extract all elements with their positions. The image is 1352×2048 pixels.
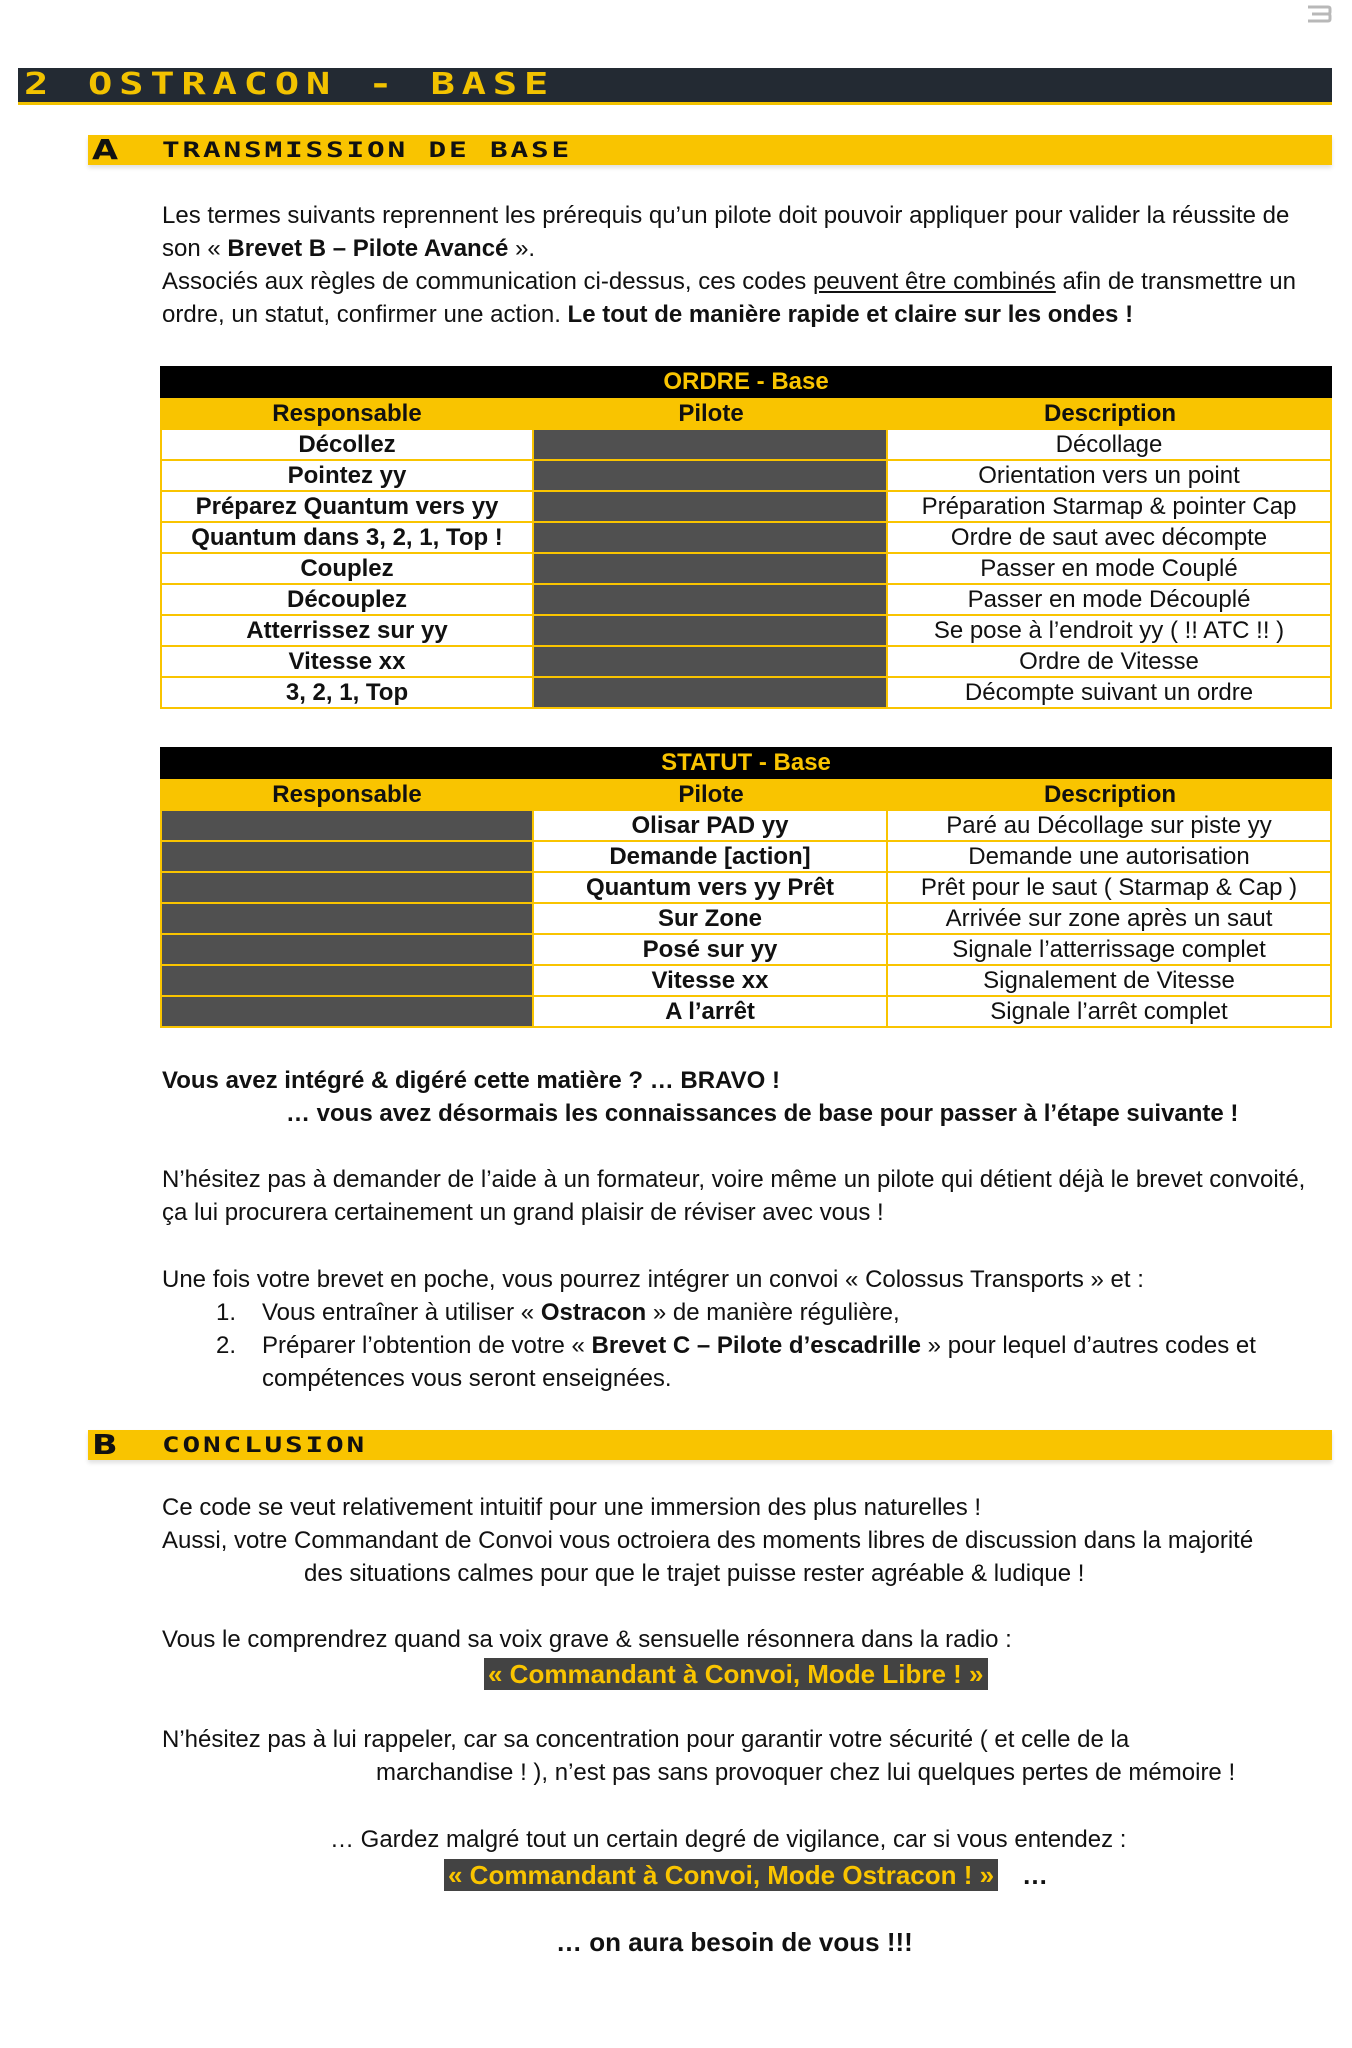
statut-description-cell: Signale l’atterrissage complet (888, 935, 1332, 966)
table-row (160, 935, 1332, 966)
ordre-description-cell: Préparation Starmap & pointer Cap (888, 492, 1332, 523)
statut-responsable-blank-cell (160, 997, 534, 1028)
conclusion-line-2: Aussi, votre Commandant de Convoi vous octroiera des moments libres de discussion dans la majorité (162, 1527, 1254, 1554)
section-a-heading (88, 135, 1332, 165)
section-b-title: CONCLUSION (162, 1433, 368, 1457)
conclusion-reminder-line-1: N’hésitez pas à lui rappeler, car sa concentration pour garantir votre sécurité ( et celle de la (162, 1726, 1130, 1753)
table-row (160, 616, 1332, 647)
conclusion-reminder-line-2: marchandise ! ), n’est pas sans provoquer chez lui quelques pertes de mémoire ! (376, 1759, 1236, 1786)
ordre-pilote-blank-cell (534, 585, 888, 616)
intro-paragraph-2: Associés aux règles de communication ci-dessus, ces codes peuvent être combinés afin de transmettre un ordre, un statut, confirmer une action. Le tout de manière rapide et claire sur les ondes ! (162, 268, 1296, 328)
chapter-title: OSTRACON - BASE (88, 67, 556, 102)
statut-responsable-blank-cell (160, 904, 534, 935)
statut-header-pilote: Pilote (534, 779, 888, 811)
table-row (160, 811, 1332, 842)
statut-header-description: Description (888, 779, 1332, 811)
ordre-responsable-cell: Pointez yy (160, 461, 534, 492)
ordre-pilote-blank-cell (534, 523, 888, 554)
section-b-heading (88, 1430, 1332, 1460)
chapter-heading (18, 68, 1332, 105)
ordre-description-cell: Décompte suivant un ordre (888, 678, 1332, 709)
ordre-description-cell: Orientation vers un point (888, 461, 1332, 492)
statut-pilote-cell: A l’arrêt (534, 997, 888, 1028)
ordre-description-cell: Passer en mode Découplé (888, 585, 1332, 616)
ordre-responsable-cell: Vitesse xx (160, 647, 534, 678)
statut-responsable-blank-cell (160, 935, 534, 966)
table-row (160, 430, 1332, 461)
bravo-line-2: … vous avez désormais les connaissances de base pour passer à l’étape suivante ! (286, 1100, 1239, 1127)
statut-description-cell: Signale l’arrêt complet (888, 997, 1332, 1028)
ordre-responsable-cell: Découplez (160, 585, 534, 616)
table-row (160, 678, 1332, 709)
ordre-description-cell: Décollage (888, 430, 1332, 461)
table-row (160, 554, 1332, 585)
ordre-header-description: Description (888, 398, 1332, 430)
table-row (160, 647, 1332, 678)
ordre-responsable-cell: Quantum dans 3, 2, 1, Top ! (160, 523, 534, 554)
ordre-pilote-blank-cell (534, 616, 888, 647)
help-paragraph: N’hésitez pas à demander de l’aide à un formateur, voire même un pilote qui détient déjà le brevet convoité, ça lui procurera certainement un grand plaisir de réviser avec vous ! (162, 1166, 1306, 1226)
ordre-pilote-blank-cell (534, 492, 888, 523)
statut-responsable-blank-cell (160, 811, 534, 842)
ordre-responsable-cell: Atterrissez sur yy (160, 616, 534, 647)
ordre-description-cell: Ordre de Vitesse (888, 647, 1332, 678)
next-steps-intro: Une fois votre brevet en poche, vous pourrez intégrer un convoi « Colossus Transports » et : (162, 1266, 1144, 1293)
table-row (160, 523, 1332, 554)
statut-description-cell: Demande une autorisation (888, 842, 1332, 873)
ordre-pilote-blank-cell (534, 647, 888, 678)
quote-mode-libre: « Commandant à Convoi, Mode Libre ! » (484, 1658, 988, 1690)
list-item: 1. Vous entraîner à utiliser « Ostracon » de manière régulière, (216, 1299, 900, 1326)
ordre-pilote-blank-cell (534, 430, 888, 461)
statut-pilote-cell: Demande [action] (534, 842, 888, 873)
table-row (160, 966, 1332, 997)
table-row (160, 585, 1332, 616)
ordre-header-pilote: Pilote (534, 398, 888, 430)
statut-pilote-cell: Quantum vers yy Prêt (534, 873, 888, 904)
page-number (1306, 4, 1332, 24)
statut-description-cell: Paré au Décollage sur piste yy (888, 811, 1332, 842)
conclusion-line-3: des situations calmes pour que le trajet puisse rester agréable & ludique ! (304, 1560, 1085, 1587)
final-line: … on aura besoin de vous !!! (556, 1927, 913, 1957)
statut-description-cell: Prêt pour le saut ( Starmap & Cap ) (888, 873, 1332, 904)
statut-pilote-cell: Posé sur yy (534, 935, 888, 966)
ordre-table-title: ORDRE - Base (160, 366, 1332, 398)
conclusion-radio-intro: Vous le comprendrez quand sa voix grave & sensuelle résonnera dans la radio : (162, 1626, 1012, 1653)
table-row (160, 492, 1332, 523)
statut-pilote-cell: Olisar PAD yy (534, 811, 888, 842)
section-b-letter: B (92, 1428, 118, 1461)
ordre-responsable-cell: 3, 2, 1, Top (160, 678, 534, 709)
ordre-description-cell: Passer en mode Couplé (888, 554, 1332, 585)
conclusion-line-1: Ce code se veut relativement intuitif pour une immersion des plus naturelles ! (162, 1494, 982, 1521)
statut-responsable-blank-cell (160, 873, 534, 904)
statut-responsable-blank-cell (160, 966, 534, 997)
ordre-pilote-blank-cell (534, 678, 888, 709)
statut-pilote-cell: Vitesse xx (534, 966, 888, 997)
table-row (160, 873, 1332, 904)
ordre-responsable-cell: Décollez (160, 430, 534, 461)
ordre-responsable-cell: Préparez Quantum vers yy (160, 492, 534, 523)
list-item: 2. Préparer l’obtention de votre « Brevet C – Pilote d’escadrille » pour lequel d’autres codes et compétences vous seront enseignées. (216, 1332, 1256, 1392)
quote-mode-ostracon: « Commandant à Convoi, Mode Ostracon ! » (444, 1859, 998, 1891)
intro-paragraph-1: Les termes suivants reprennent les prérequis qu’un pilote doit pouvoir appliquer pour valider la réussite de son « Brevet B – Pilote Avancé ». (162, 202, 1290, 262)
ordre-header-responsable: Responsable (160, 398, 534, 430)
table-row (160, 842, 1332, 873)
section-a-letter: A (92, 133, 119, 166)
statut-pilote-cell: Sur Zone (534, 904, 888, 935)
ordre-table (160, 366, 1332, 709)
page-number-icon (1306, 4, 1332, 24)
statut-header-responsable: Responsable (160, 779, 534, 811)
statut-table-title: STATUT - Base (160, 747, 1332, 779)
table-row (160, 997, 1332, 1028)
quote-ellipsis: … (1022, 1860, 1048, 1890)
ordre-pilote-blank-cell (534, 461, 888, 492)
next-steps-list (210, 1296, 1330, 1395)
statut-table (160, 747, 1332, 1028)
statut-description-cell: Signalement de Vitesse (888, 966, 1332, 997)
table-row (160, 461, 1332, 492)
ordre-pilote-blank-cell (534, 554, 888, 585)
ordre-description-cell: Se pose à l’endroit yy ( !! ATC !! ) (888, 616, 1332, 647)
ordre-description-cell: Ordre de saut avec décompte (888, 523, 1332, 554)
chapter-number: 2 (24, 67, 56, 102)
table-row (160, 904, 1332, 935)
section-a-title: TRANSMISSION DE BASE (162, 138, 573, 162)
statut-description-cell: Arrivée sur zone après un saut (888, 904, 1332, 935)
bravo-line-1: Vous avez intégré & digéré cette matière ? … BRAVO ! (162, 1067, 780, 1094)
conclusion-vigilance: … Gardez malgré tout un certain degré de vigilance, car si vous entendez : (330, 1826, 1127, 1853)
statut-responsable-blank-cell (160, 842, 534, 873)
ordre-responsable-cell: Couplez (160, 554, 534, 585)
